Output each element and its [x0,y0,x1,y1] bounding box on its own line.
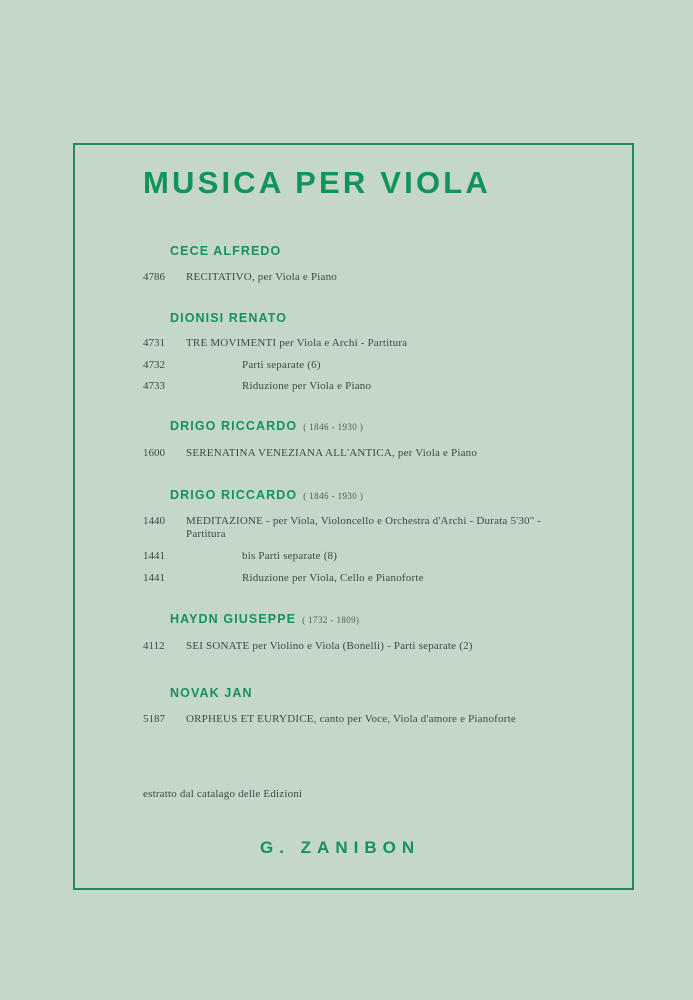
composer-name: DRIGO RICCARDO [170,488,298,502]
work-title: SERENATINA VENEZIANA ALL'ANTICA, per Viola e Piano [186,447,478,459]
composer-name: CECE ALFREDO [170,244,282,258]
composer-heading [170,488,363,502]
composer-name: DRIGO RICCARDO [170,419,298,433]
catalog-number: 4112 [143,640,165,652]
publisher-name: G. ZANIBON [260,838,421,857]
composer-dates: ( 1732 - 1809) [302,615,360,625]
catalog-number: 1441 [143,572,165,584]
catalog-title: MUSICA PER VIOLA [143,165,492,200]
catalog-number: 5187 [143,713,165,725]
composer-dates: ( 1846 - 1930 ) [303,422,364,432]
composer-heading [170,419,363,433]
catalog-number: 1440 [143,515,165,527]
work-title: TRE MOVIMENTI per Viola e Archi - Partitura [186,337,408,349]
composer-name: DIONISI RENATO [170,311,288,325]
work-title: Riduzione per Viola, Cello e Pianoforte [242,572,424,584]
composer-heading [170,612,359,626]
work-title: Parti separate (6) [242,359,321,371]
work-title: SEI SONATE per Violino e Viola (Bonelli) - Parti separate (2) [186,640,473,652]
extract-note: estratto dal catalago delle Edizioni [143,788,303,800]
composer-heading [170,311,287,325]
composer-dates: ( 1846 - 1930 ) [303,491,364,501]
catalog-number: 4731 [143,337,165,349]
catalog-number: 4732 [143,359,165,371]
work-title: MEDITAZIONE - per Viola, Violoncello e Orchestra d'Archi - Durata 5'30" - Partitura [186,515,542,540]
catalog-number: 1600 [143,447,165,459]
composer-name: HAYDN GIUSEPPE [170,612,297,626]
composer-heading [170,244,281,258]
composer-name: NOVAK JAN [170,686,253,700]
catalog-number: 4786 [143,271,165,283]
catalog-number: 1441 [143,550,165,562]
composer-heading [170,686,253,700]
work-title: ORPHEUS ET EURYDICE, canto per Voce, Viola d'amore e Pianoforte [186,713,516,725]
work-title: Riduzione per Viola e Piano [242,380,372,392]
work-title: RECITATIVO, per Viola e Piano [186,271,338,283]
catalog-number: 4733 [143,380,165,392]
work-title: bis Parti separate (8) [242,550,338,562]
